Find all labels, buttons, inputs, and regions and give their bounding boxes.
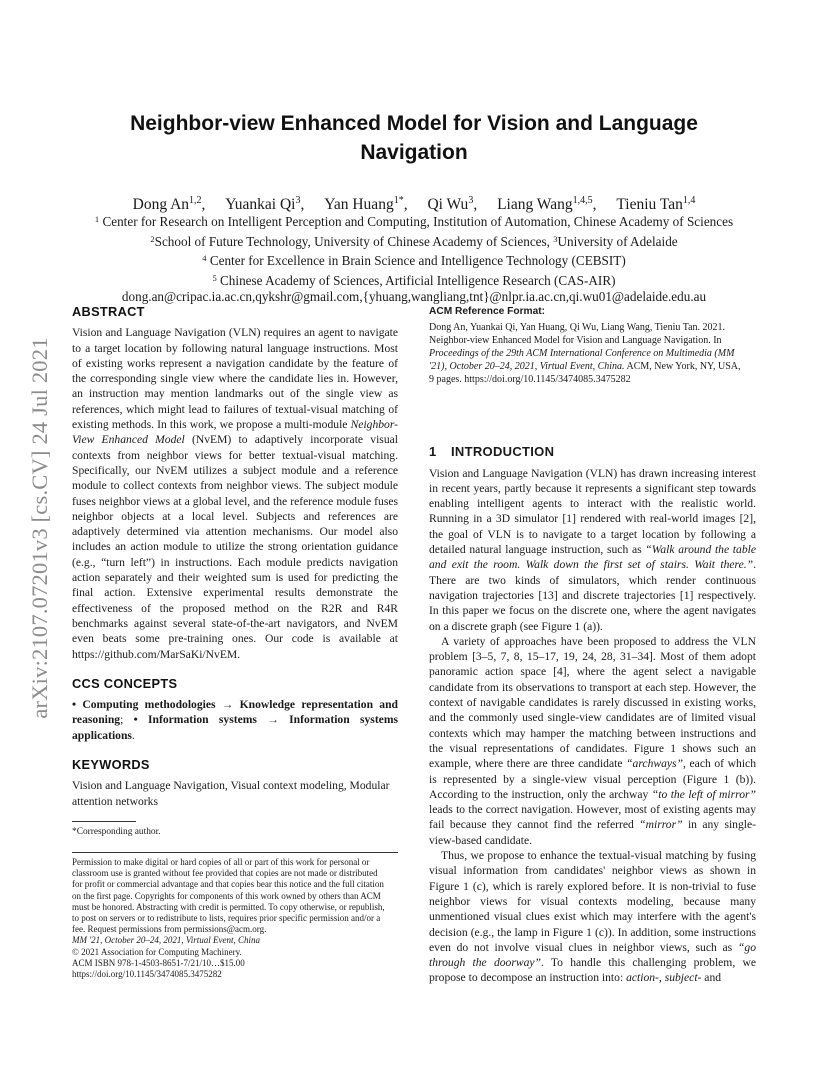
acm-reference-heading: ACM Reference Format: <box>429 306 546 317</box>
author: Yan Huang$^{1*}$, <box>324 195 408 213</box>
arxiv-identifier-stamp <box>20 296 60 760</box>
introduction-heading: 1 INTRODUCTION <box>429 444 555 460</box>
introduction-paragraph-2: A variety of approaches have been proposed to address the VLN problem [3–5, 7, 8, 15–17, 19, 24, 28, 31–34]. Most of them adopt panoramic action space [4], where the agent select a navigable candidate from its observations to transport at each step. However, the context of navigable candidates is rarely discussed in existing works, and the commonly used single-view candidates are of limited visual contexts which may hamper the matching between instructions and the visual representations of candidates. Figure 1 shows such an example, where there are three candidate “archways”, each of which is represented by a single-view visual perception (Figure 1 (b)). According to the instruction, only the archway “to the left of mirror” leads to the correct navigation. However, most of existing agents may fail because they cannot find the referred “mirror” in any single-view-based candidate. <box>429 634 756 847</box>
affiliation-2-3: $^2$School of Future Technology, University of Chinese Academy of Sciences, $^3$University of Adelaide <box>150 233 678 249</box>
abstract-text: Vision and Language Navigation (VLN) requires an agent to navigate to a target location by following natural language instructions. Most of existing works represent a navigation candidate by the feature of the corresponding single view where the candidate lies in. However, an instruction may mention landmarks out of the single view as references, which might lead to failures of textual-visual matching of existing methods. In this work, we propose a multi-module Neighbor-View Enhanced Model (NvEM) to adaptively incorporate visual contexts from neighbor views for better textual-visual matching. Specifically, our NvEM utilizes a subject module and a reference module to collect contexts from neighbor views. The subject module fuses neighbor views at a global level, and the reference module fuses neighbor objects at a local level. Subjects and references are adaptively determined via attention mechanisms. Our model also includes an action module to utilize the strong orientation guidance (e.g., “turn left”) in instructions. Each module predicts navigation action separately and their weighted sum is used for predicting the final action. Extensive experimental results demonstrate the effectiveness of the proposed method on the R2R and R4R benchmarks against several state-of-the-art navigators, and NvEM even beats some pre-training ones. Our code is available at https://github.com/MarSaKi/NvEM. <box>72 326 398 661</box>
ccs-concepts-heading: CCS CONCEPTS <box>72 675 178 691</box>
introduction-paragraph-3: Thus, we propose to enhance the textual-visual matching by fusing visual information from candidates' neighbor views as shown in Figure 1 (c), which is rarely explored before. It is non-trivial to fuse neighbor views for visual contexts modeling, because many unmentioned visual clues exist which may interfere with the agent's decision (e.g., the lamp in Figure 1 (c)). In addition, some instructions even do not involve visual clues in neighbor views, such as “go through the doorway”. To handle this challenging problem, we propose to decompose an instruction into: action-, subject- and <box>429 849 756 985</box>
author-emails: dong.an@cripac.ia.ac.cn,qykshr@gmail.com,{yhuang,wangliang,tnt}@nlpr.ia.ac.cn,qi.wu01@adelaide.edu.au <box>121 289 707 305</box>
affiliation-5: $^5$ Chinese Academy of Sciences, Artificial Intelligence Research (CAS-AIR) <box>212 272 616 288</box>
corresponding-author-footnote: *Corresponding author. <box>72 826 161 837</box>
arxiv-identifier-text: arXiv:2107.07201v3 [cs.CV] 24 Jul 2021 <box>27 337 52 719</box>
affiliation-4: $^4$ Center for Excellence in Brain Science and Intelligence Technology (CEBSIT) <box>202 253 626 269</box>
left-column <box>72 304 398 980</box>
paper-title-line-2: Navigation <box>360 141 468 164</box>
paper-title <box>60 109 768 167</box>
introduction-paragraph-1: Vision and Language Navigation (VLN) has drawn increasing interest in recent years, partly because it represents a significant step towards enabling intelligent agents to interact with the realistic world. Running in a 3D simulator [1] rendered with real-world images [2], the goal of VLN is to navigate to a target location by following a detailed natural language instruction, such as “Walk around the table and exit the room. Walk down the first set of stairs. Wait there.”. There are two kinds of simulators, which render continuous navigation trajectories [13] and discrete trajectories [1] respectively. In this paper we focus on the discrete one, where the agent navigates on a discrete graph (see Figure 1 (a)). <box>429 466 756 633</box>
affiliations <box>40 211 788 306</box>
permission-divider <box>72 852 398 853</box>
permission-notice: Permission to make digital or hard copies of all or part of this work for personal or classroom use is granted without fee provided that copies are not made or distributed for profit or commercial advantage and that copies bear this notice and the full citation on the first page. Copyrights for components of this work owned by others than ACM must be honored. Abstracting with credit is permitted. To copy otherwise, or republish, to post on servers or to redistribute to lists, requires prior specific permission and/or a fee. Request permissions from permissions@acm.org. MM '21, October 20–24, 2021, Virtual Event, China © 2021 Association for Computing Machinery. ACM ISBN 978-1-4503-8651-7/21/10…$15.00 https://doi.org/10.1145/3474085.3475282 <box>72 856 385 979</box>
author: Liang Wang$^{1,4,5}$, <box>497 195 597 213</box>
abstract-heading: ABSTRACT <box>72 304 145 319</box>
ccs-concepts-text: • Computing methodologies → Knowledge representation and reasoning; • Information systems → Information systems applications. <box>72 698 398 742</box>
author: Yuankai Qi$^3$, <box>225 195 305 213</box>
affiliation-1: $^1$ Center for Research on Intelligent Perception and Computing, Institution of Automation, Chinese Academy of Sciences <box>94 214 734 229</box>
author: Qi Wu$^3$, <box>427 195 478 213</box>
right-column <box>429 304 756 986</box>
acm-reference-text: Dong An, Yuankai Qi, Yan Huang, Qi Wu, Liang Wang, Tieniu Tan. 2021. Neighbor-view Enhanced Model for Vision and Language Navigation. In Proceedings of the 29th ACM International Conference on Multimedia (MM '21), October 20–24, 2021, Virtual Event, China. ACM, New York, NY, USA, 9 pages. https://doi.org/10.1145/3474085.3475282 <box>429 322 741 386</box>
paper-title-line-1: Neighbor-view Enhanced Model for Vision and Language <box>130 112 698 135</box>
footnote-divider <box>72 821 136 822</box>
author: Tieniu Tan$^{1,4}$ <box>616 195 696 213</box>
keywords-heading: KEYWORDS <box>72 757 150 773</box>
keywords-text: Vision and Language Navigation, Visual context modeling, Modular attention networks <box>72 779 390 808</box>
author: Dong An$^{1,2}$, <box>132 195 206 213</box>
